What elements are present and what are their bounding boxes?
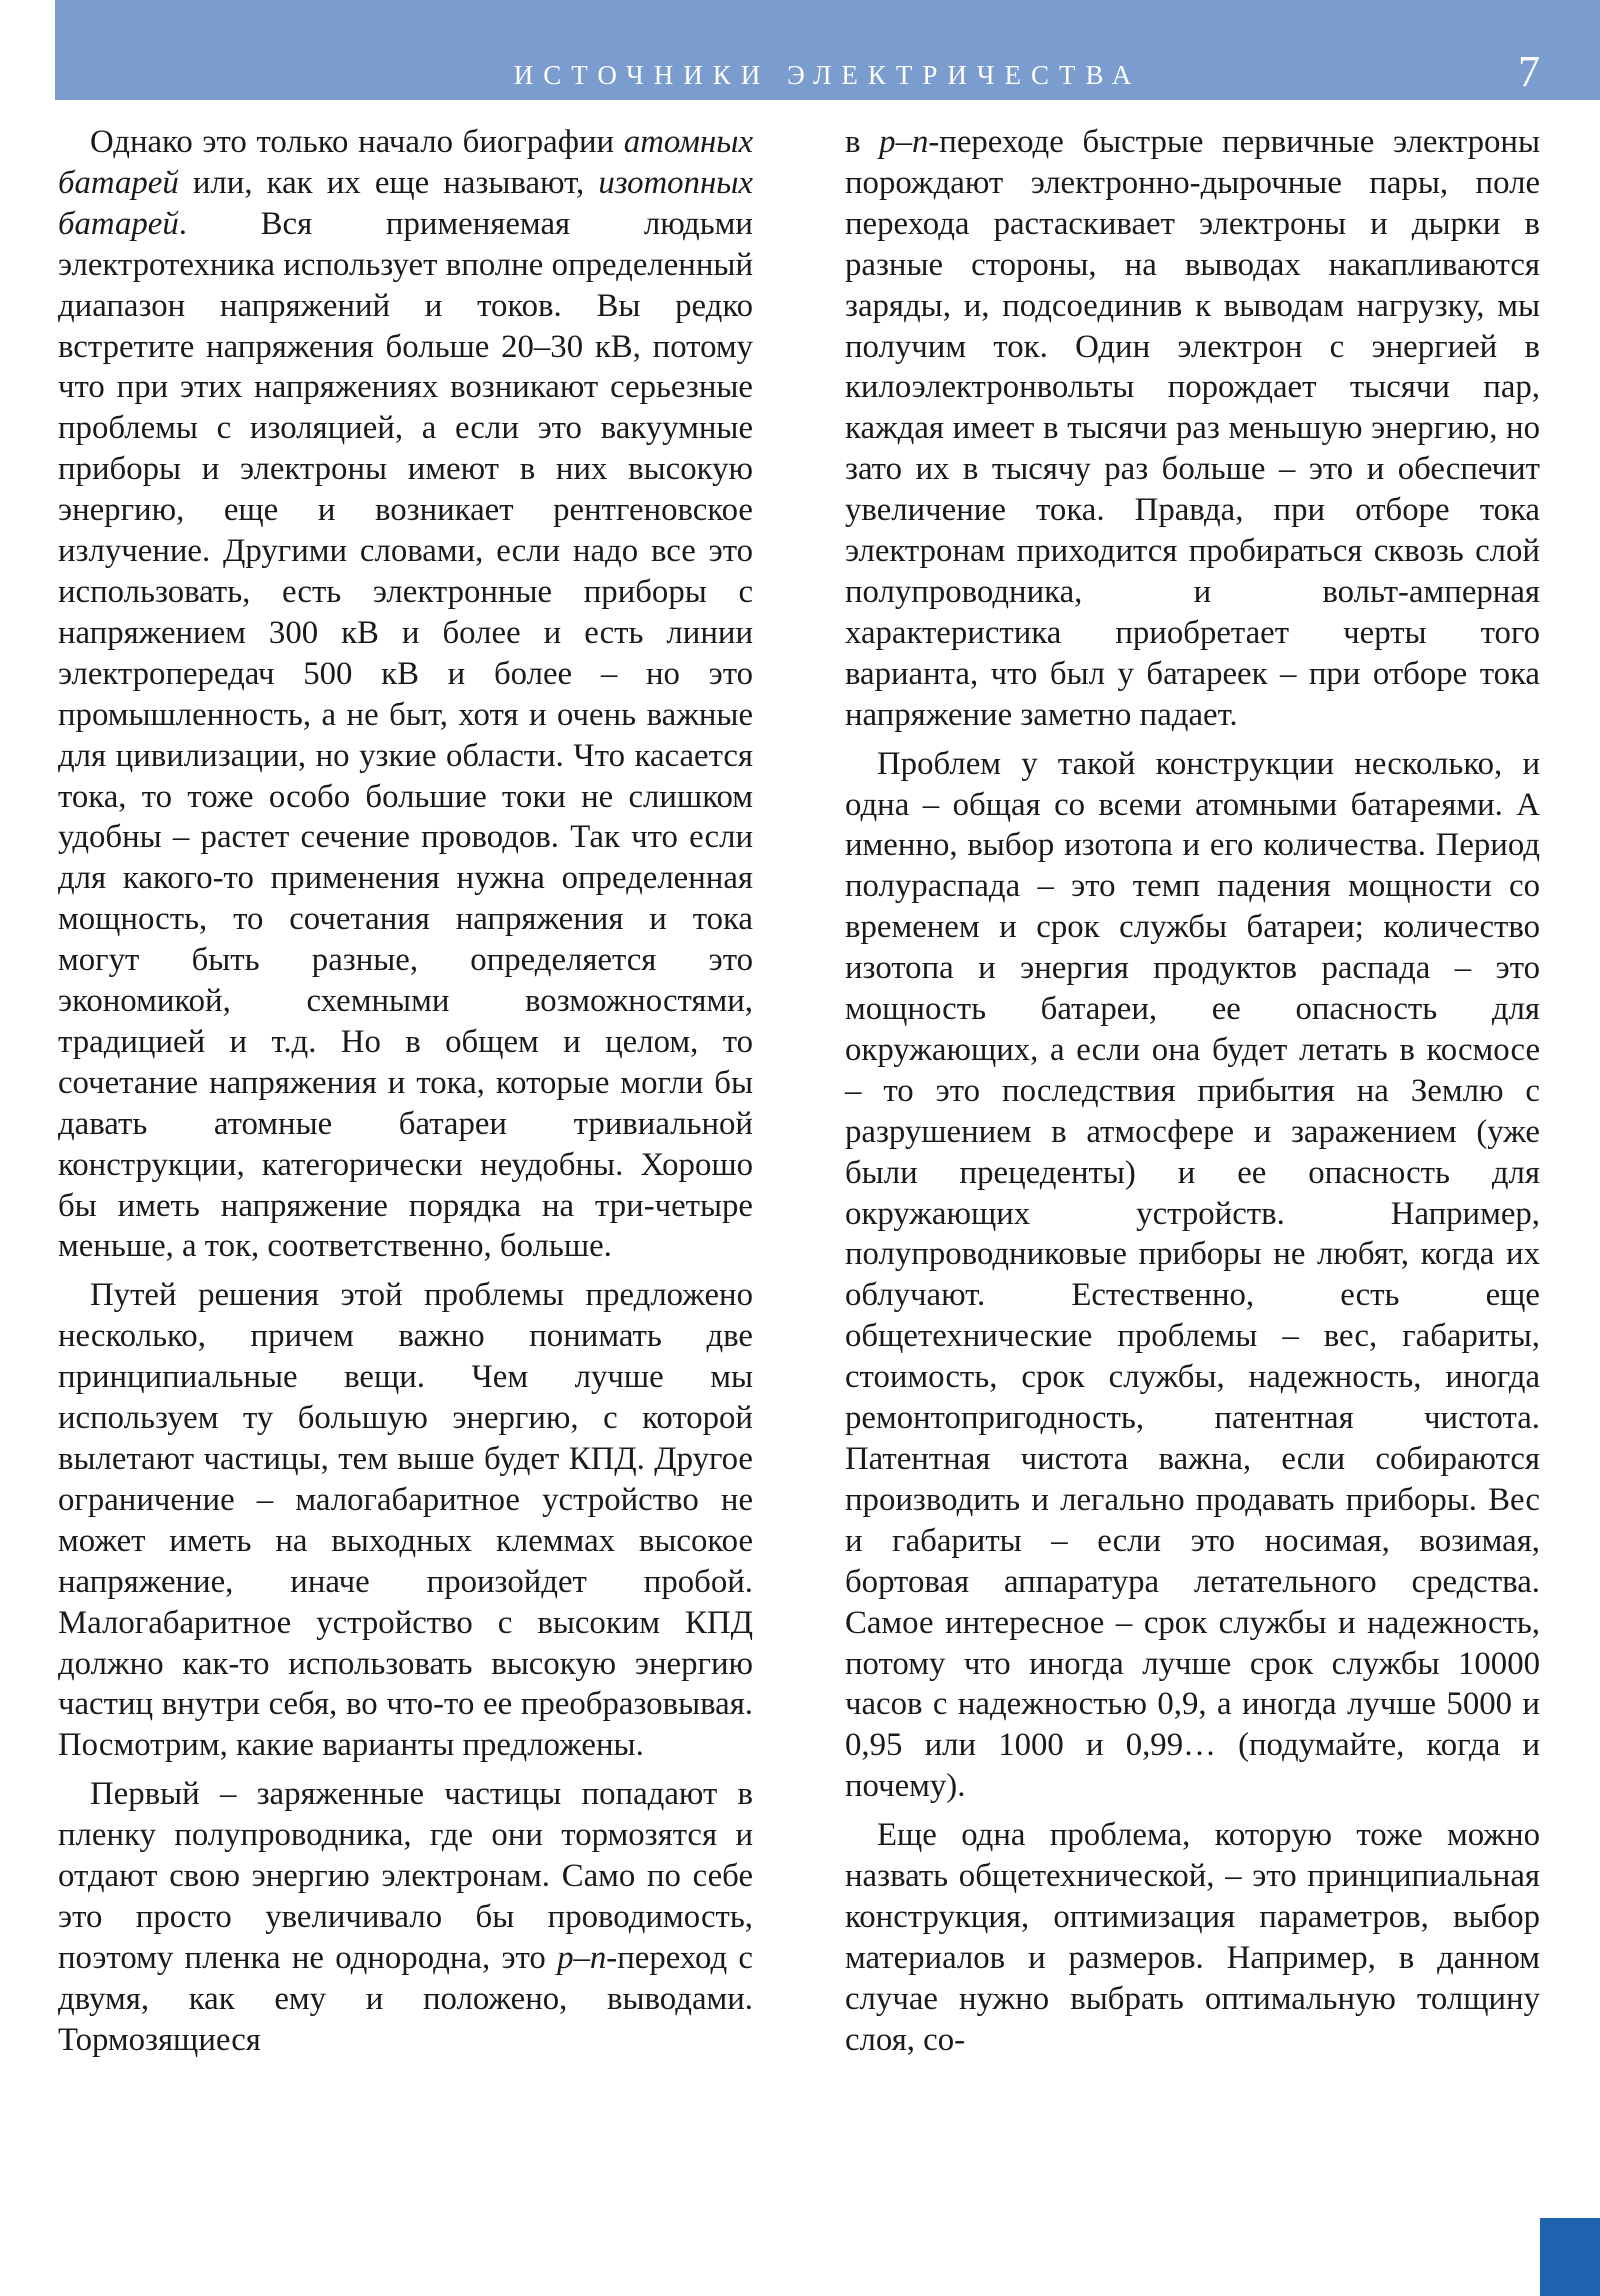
page-corner-tab <box>1540 2218 1600 2296</box>
paragraph: в p–n-переходе быстрые первичные электроны порождают электронно-дырочные пары, поле перехода растаскивает электроны и дырки в разные стороны, на выводах накапливаются заряды, и, подсоединив к выводам нагрузку, мы получим ток. Один электрон с энергией в килоэлектронвольты порождает тысячи пар, каждая имеет в тысячи раз меньшую энергию, но зато их в тысячу раз больше – это и обеспечит увеличение тока. Правда, при отборе тока электронам приходится пробираться сквозь слой полупроводника, и вольт-амперная характеристика приобретает черты того варианта, что был у батареек – при отборе тока напряжение заметно падает. <box>845 124 1540 733</box>
right-column <box>845 122 1540 2061</box>
paragraph: Путей решения этой проблемы предложено несколько, причем важно понимать две принципиальные вещи. Чем лучше мы используем ту большую энергию, с которой вылетают частицы, тем выше будет КПД. Другое ограничение – малогабаритное устройство не может иметь на выходных клеммах высокое напряжение, иначе произойдет пробой. Малогабаритное устройство с высоким КПД должно как-то использовать высокую энергию частиц внутри себя, во что-то ее преобразовывая. Посмотрим, какие варианты предложены. <box>58 1277 753 1764</box>
header-bar <box>55 0 1600 100</box>
paragraph: Еще одна проблема, которую тоже можно назвать общетехнической, – это принципиальная конструкция, оптимизация параметров, выбор материалов и размеров. Например, в данном случае нужно выбрать оптимальную толщину слоя, со- <box>845 1817 1540 2058</box>
paragraph: Однако это только начало биографии атомных батарей или, как их еще называют, изотопных батарей. Вся применяемая людьми электротехника использует вполне определенный диапазон напряжений и токов. Вы редко встретите напряжения больше 20–30 кВ, потому что при этих напряжениях возникают серьезные проблемы с изоляцией, а если это вакуумные приборы и электроны имеют в них высокую энергию, еще и возникает рентгеновское излучение. Другими словами, если надо все это использовать, есть электронные приборы с напряжением 300 кВ и более и есть линии электропередач 500 кВ и более – но это промышленность, а не быт, хотя и очень важные для цивилизации, но узкие области. Что касается тока, то тоже особо большие токи не слишком удобны – растет сечение проводов. Так что если для какого-то применения нужна определенная мощность, то сочетания напряжения и тока могут быть разные, определяется это экономикой, схемными возможностями, традицией и т.д. Но в общем и целом, то сочетание напряжения и тока, которые могли бы давать атомные батареи тривиальной конструкции, категорически неудобны. Хорошо бы иметь напряжение порядка на три-четыре меньше, а ток, соответственно, больше. <box>58 124 753 1265</box>
left-column <box>58 122 753 2061</box>
page-number: 7 <box>1518 47 1540 96</box>
paragraph: Проблем у такой конструкции несколько, и одна – общая со всеми атомными батареями. А именно, выбор изотопа и его количества. Период полураспада – это темп падения мощности со временем и срок службы батареи; количество изотопа и энергия продуктов распада – это мощность батареи, ее опасность для окружающих, а если она будет летать в космосе – то это последствия прибытия на Землю с разрушением в атмосфере и заражением (уже были прецеденты) и ее опасность для окружающих устройств. Например, полупроводниковые приборы не любят, когда их облучают. Естественно, есть еще общетехнические проблемы – вес, габариты, стоимость, срок службы, надежность, иногда ремонтопригодность, патентная чистота. Патентная чистота важна, если собираются производить и легально продавать приборы. Вес и габариты – если это носимая, возимая, бортовая аппаратура летательного средства. Самое интересное – срок службы и надежность, потому что иногда лучше срок службы 10000 часов с надежностью 0,9, а иногда лучше 5000 и 0,95 или 1000 и 0,99… (подумайте, когда и почему). <box>845 745 1540 1805</box>
paragraph: Первый – заряженные частицы попадают в пленку полупроводника, где они тормозятся и отдают свою энергию электронам. Само по себе это просто увеличивало бы проводимость, поэтому пленка не однородна, это p–n-переход с двумя, как ему и положено, выводами. Тормозящиеся <box>58 1776 753 2058</box>
running-header-title: ИСТОЧНИКИ ЭЛЕКТРИЧЕСТВА <box>513 60 1142 90</box>
